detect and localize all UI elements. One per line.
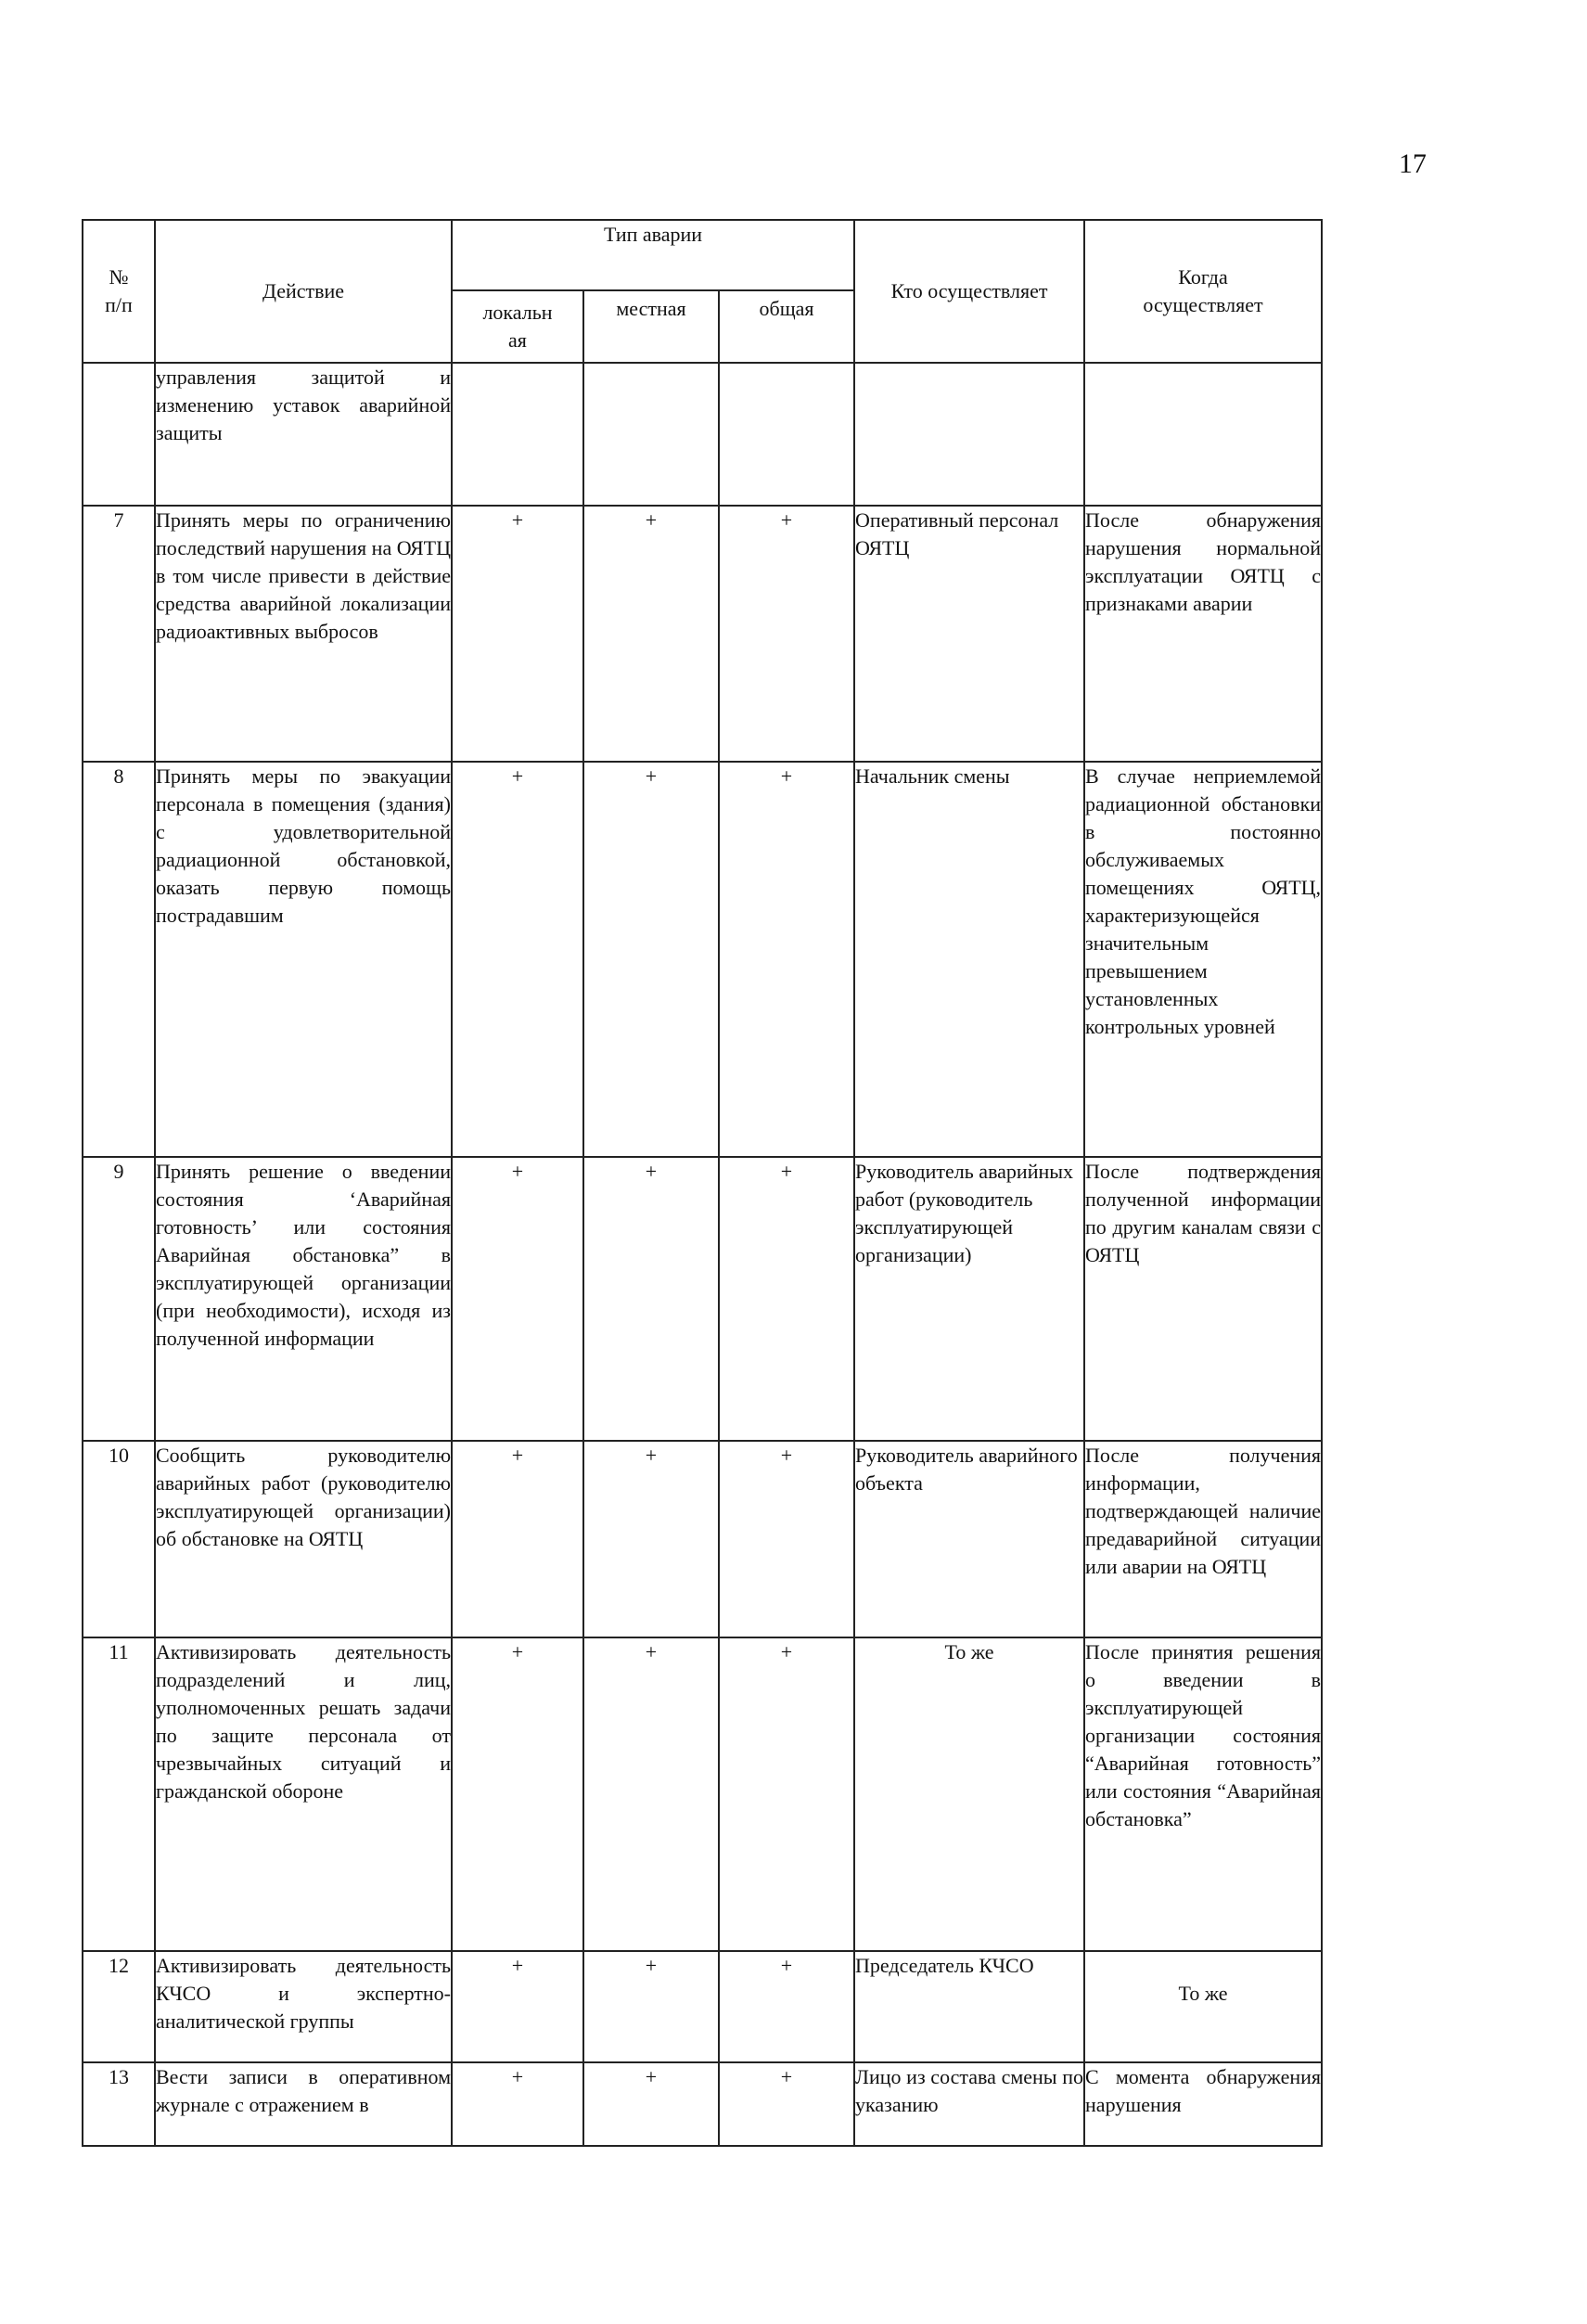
row-general: + xyxy=(719,506,854,762)
row-mestnaya: + xyxy=(583,2062,719,2146)
row-who: Лицо из состава смены по указанию xyxy=(854,2062,1084,2146)
row-general: + xyxy=(719,1441,854,1637)
row-num: 7 xyxy=(83,506,155,762)
table-row xyxy=(83,1951,1322,2062)
header-who: Кто осуществляет xyxy=(854,220,1084,363)
row-local: + xyxy=(452,506,583,762)
table-row xyxy=(83,1637,1322,1951)
row-general: + xyxy=(719,1157,854,1441)
header-general: общая xyxy=(719,290,854,363)
table-row xyxy=(83,762,1322,1157)
table-row xyxy=(83,1157,1322,1441)
row-who: Руководитель аварийных работ (руководитель эксплуатирующей организации) xyxy=(854,1157,1084,1441)
row-local xyxy=(452,363,583,506)
row-action: Активизировать деятельность КЧСО и экспертно-аналитической группы xyxy=(155,1951,452,2062)
row-mestnaya: + xyxy=(583,506,719,762)
row-general: + xyxy=(719,762,854,1157)
row-mestnaya xyxy=(583,363,719,506)
header-when: Когда осуществляет xyxy=(1084,220,1322,363)
row-action: управления защитой и изменению уставок аварийной защиты xyxy=(155,363,452,506)
row-action: Принять меры по ограничению последствий нарушения на ОЯТЦ в том числе привести в действие средства аварийной локализации радиоактивных выбросов xyxy=(155,506,452,762)
row-action: Принять меры по эвакуации персонала в помещения (здания) с удовлетворительной радиационной обстановкой, оказать первую помощь пострадавшим xyxy=(155,762,452,1157)
row-action: Сообщить руководителю аварийных работ (руководителю эксплуатирующей организации) об обстановке на ОЯТЦ xyxy=(155,1441,452,1637)
row-when: После получения информации, подтверждающей наличие предаварийной ситуации или аварии на ОЯТЦ xyxy=(1084,1441,1322,1637)
row-local: + xyxy=(452,1951,583,2062)
row-num xyxy=(83,363,155,506)
row-action: Принять решение о введении состояния ‘Аварийная готовность’ или состояния Аварийная обстановка” в эксплуатирующей организации (при необходимости), исходя из полученной информации xyxy=(155,1157,452,1441)
header-local: локальная xyxy=(452,290,583,363)
row-action: Вести записи в оперативном журнале с отражением в xyxy=(155,2062,452,2146)
table-row xyxy=(83,506,1322,762)
row-num: 8 xyxy=(83,762,155,1157)
row-num: 11 xyxy=(83,1637,155,1951)
row-when: То же xyxy=(1084,1951,1322,2062)
row-local: + xyxy=(452,1441,583,1637)
row-who: То же xyxy=(854,1637,1084,1951)
row-num: 10 xyxy=(83,1441,155,1637)
page-number: 17 xyxy=(1399,148,1427,179)
row-when xyxy=(1084,363,1322,506)
row-local: + xyxy=(452,1637,583,1951)
row-num: 9 xyxy=(83,1157,155,1441)
row-mestnaya: + xyxy=(583,1951,719,2062)
row-when: После обнаружения нарушения нормальной эксплуатации ОЯТЦ с признаками аварии xyxy=(1084,506,1322,762)
row-mestnaya: + xyxy=(583,1637,719,1951)
header-mestnaya: местная xyxy=(583,290,719,363)
row-general xyxy=(719,363,854,506)
row-when: После подтверждения полученной информации по другим каналам связи с ОЯТЦ xyxy=(1084,1157,1322,1441)
row-general: + xyxy=(719,1951,854,2062)
table-row xyxy=(83,2062,1322,2146)
header-num: № п/п xyxy=(83,220,155,363)
row-who xyxy=(854,363,1084,506)
row-who: Начальник смены xyxy=(854,762,1084,1157)
row-action: Активизировать деятельность подразделений и лиц, уполномоченных решать задачи по защите персонала от чрезвычайных ситуаций и гражданской обороне xyxy=(155,1637,452,1951)
row-who: Оперативный персонал ОЯТЦ xyxy=(854,506,1084,762)
table-row xyxy=(83,363,1322,506)
row-who: Руководитель аварийного объекта xyxy=(854,1441,1084,1637)
row-who: Председатель КЧСО xyxy=(854,1951,1084,2062)
table-row xyxy=(83,1441,1322,1637)
row-when: С момента обнаружения нарушения xyxy=(1084,2062,1322,2146)
row-mestnaya: + xyxy=(583,1157,719,1441)
row-when: В случае неприемлемой радиационной обстановки в постоянно обслуживаемых помещениях ОЯТЦ, характеризующейся значительным превышением установленных контрольных уровней xyxy=(1084,762,1322,1157)
row-mestnaya: + xyxy=(583,762,719,1157)
header-action: Действие xyxy=(155,220,452,363)
row-num: 12 xyxy=(83,1951,155,2062)
row-general: + xyxy=(719,2062,854,2146)
header-accident-type: Тип аварии xyxy=(452,220,854,290)
row-local: + xyxy=(452,762,583,1157)
row-when: После принятия решения о введении в эксплуатирующей организации состояния “Аварийная готовность” или состояния “Аварийная обстановка” xyxy=(1084,1637,1322,1951)
row-local: + xyxy=(452,1157,583,1441)
row-mestnaya: + xyxy=(583,1441,719,1637)
action-table xyxy=(82,219,1323,2147)
row-local: + xyxy=(452,2062,583,2146)
row-num: 13 xyxy=(83,2062,155,2146)
row-general: + xyxy=(719,1637,854,1951)
